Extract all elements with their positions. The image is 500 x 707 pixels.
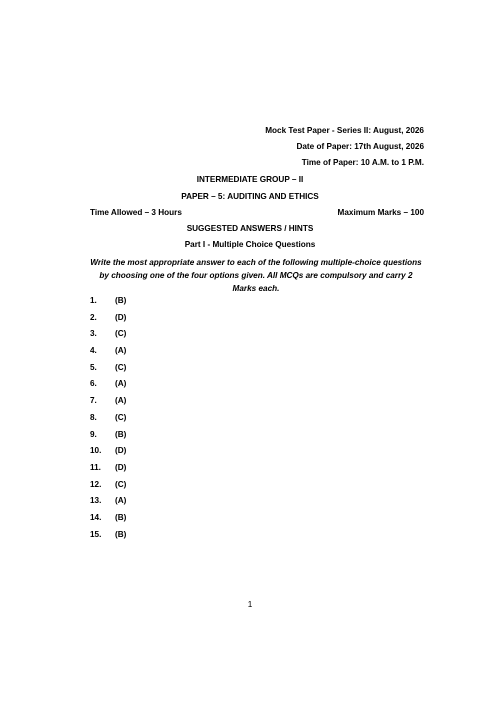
question-number: 15. [90,529,102,539]
answer-item [90,363,126,380]
answer-item [90,396,126,413]
answer-list [90,296,126,546]
answer-option: (D) [115,446,127,456]
paper-time: Time of Paper: 10 A.M. to 1 P.M. [301,158,424,167]
question-number: 7. [90,396,97,406]
question-number: 4. [90,346,97,356]
answer-option: (A) [115,379,127,389]
answer-option: (A) [115,346,127,356]
answer-option: (C) [115,329,127,339]
question-number: 14. [90,512,102,522]
answer-option: (D) [115,462,127,472]
answer-item [90,480,126,497]
question-number: 13. [90,496,102,506]
answer-item [90,379,126,396]
answer-item [90,313,126,330]
mock-test-series: Mock Test Paper - Series II: August, 2026 [265,126,424,135]
answer-option: (C) [115,479,127,489]
part-title: Part I - Multiple Choice Questions [184,240,316,249]
answer-option: (A) [115,496,127,506]
answer-item [90,513,126,530]
question-number: 12. [90,479,102,489]
answer-item [90,430,126,447]
exam-group: INTERMEDIATE GROUP – II [196,175,304,184]
answer-option: (D) [115,312,127,322]
answer-item [90,530,126,547]
answer-option: (B) [115,512,127,522]
answer-item [90,413,126,430]
answer-option: (B) [115,296,127,305]
answer-item [90,446,126,463]
answer-item [90,346,126,363]
answer-item [90,329,126,346]
question-number: 6. [90,379,97,389]
time-marks-row [90,208,424,217]
paper-title: PAPER – 5: AUDITING AND ETHICS [181,192,319,201]
maximum-marks: Maximum Marks – 100 [337,208,424,217]
question-number: 9. [90,429,97,439]
answer-item [90,296,126,313]
time-allowed: Time Allowed – 3 Hours [90,208,182,217]
answer-option: (C) [115,362,127,372]
answer-item [90,463,126,480]
instructions: Write the most appropriate answer to each of the following multiple-choice questions by choosing one of the four options given. All MCQs are compulsory and carry 2 Marks each. [90,258,422,293]
question-number: 5. [90,362,97,372]
question-number: 10. [90,446,102,456]
question-number: 11. [90,462,101,472]
question-number: 8. [90,412,97,422]
question-number: 2. [90,312,97,322]
paper-date: Date of Paper: 17th August, 2026 [296,142,424,151]
section-title: SUGGESTED ANSWERS / HINTS [186,224,314,233]
page-number: 1 [247,600,253,609]
answer-option: (B) [115,529,127,539]
question-number: 3. [90,329,97,339]
answer-option: (B) [115,429,127,439]
answer-option: (C) [115,412,127,422]
answer-item [90,496,126,513]
question-number: 1. [90,296,97,305]
answer-option: (A) [115,396,127,406]
